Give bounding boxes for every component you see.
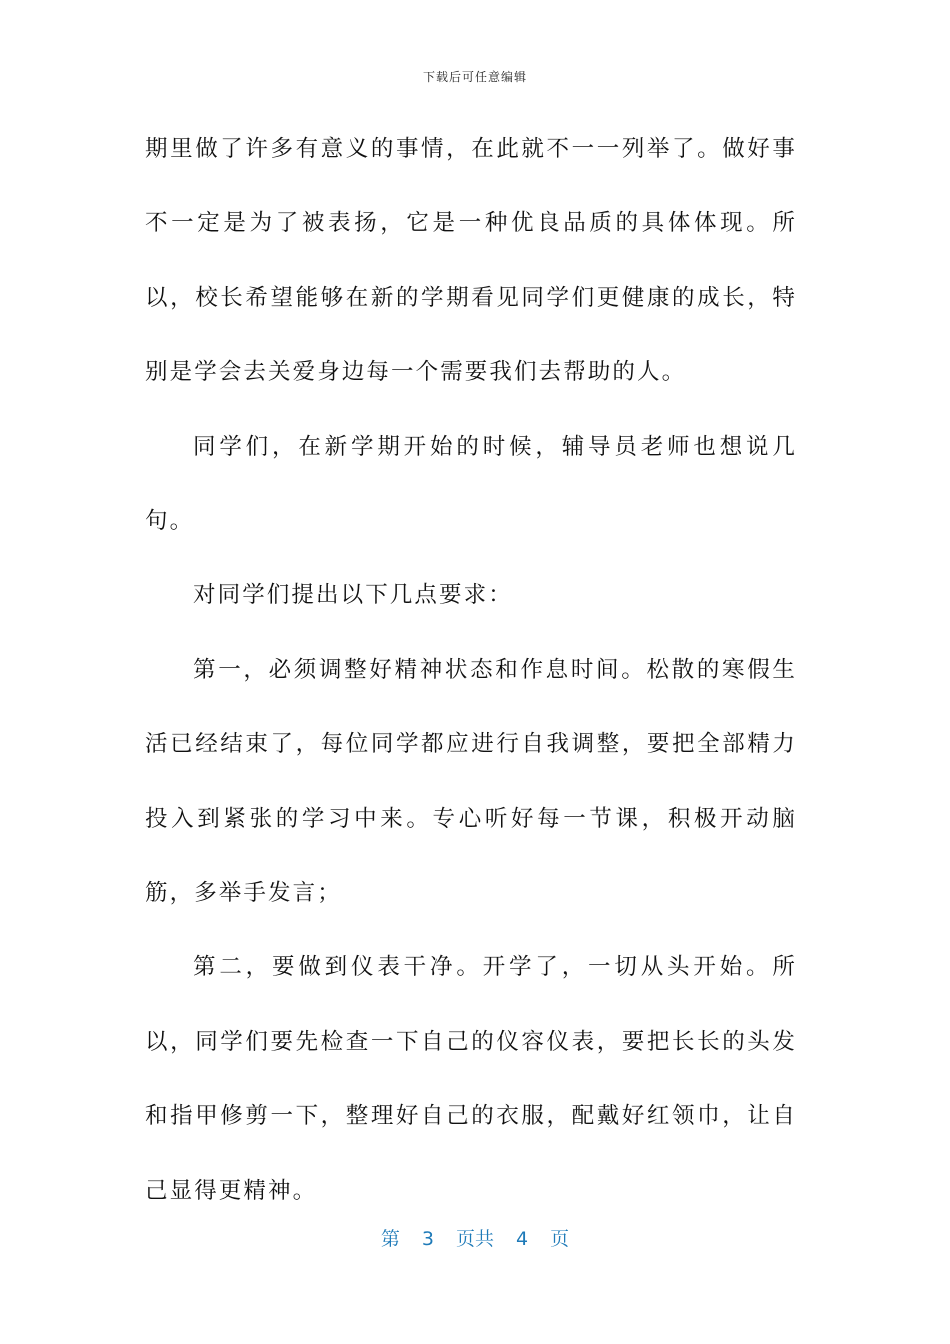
- paragraph-4: 第一，必须调整好精神状态和作息时间。松散的寒假生活已经结束了，每位同学都应进行自我调整，要把全部精力投入到紧张的学习中来。专心听好每一节课，积极开动脑筋，多举手发言；: [145, 656, 797, 907]
- document-body: [145, 112, 797, 1228]
- page-footer: [0, 1224, 950, 1251]
- paragraph-1: 期里做了许多有意义的事情，在此就不一一列举了。做好事不一定是为了被表扬，它是一种优良品质的具体体现。所以，校长希望能够在新的学期看见同学们更健康的成长，特别是学会去关爱身边每一个需要我们去帮助的人。: [145, 136, 797, 386]
- paragraph-2: 同学们，在新学期开始的时候，辅导员老师也想说几句。: [145, 433, 797, 535]
- total-pages-number: 4: [516, 1228, 529, 1250]
- page-header: 下载后可任意编辑: [422, 70, 527, 84]
- current-page-number: 3: [421, 1228, 434, 1250]
- paragraph-5: 第二，要做到仪表干净。开学了，一切从头开始。所以，同学们要先检查一下自己的仪容仪表，要把长长的头发和指甲修剪一下，整理好自己的衣服，配戴好红领巾，让自己显得更精神。: [145, 954, 797, 1204]
- page-mid: 页共: [455, 1228, 494, 1250]
- paragraph-3: 对同学们提出以下几点要求：: [193, 582, 513, 609]
- page-prefix: 第: [380, 1228, 400, 1250]
- page-suffix: 页: [550, 1228, 570, 1250]
